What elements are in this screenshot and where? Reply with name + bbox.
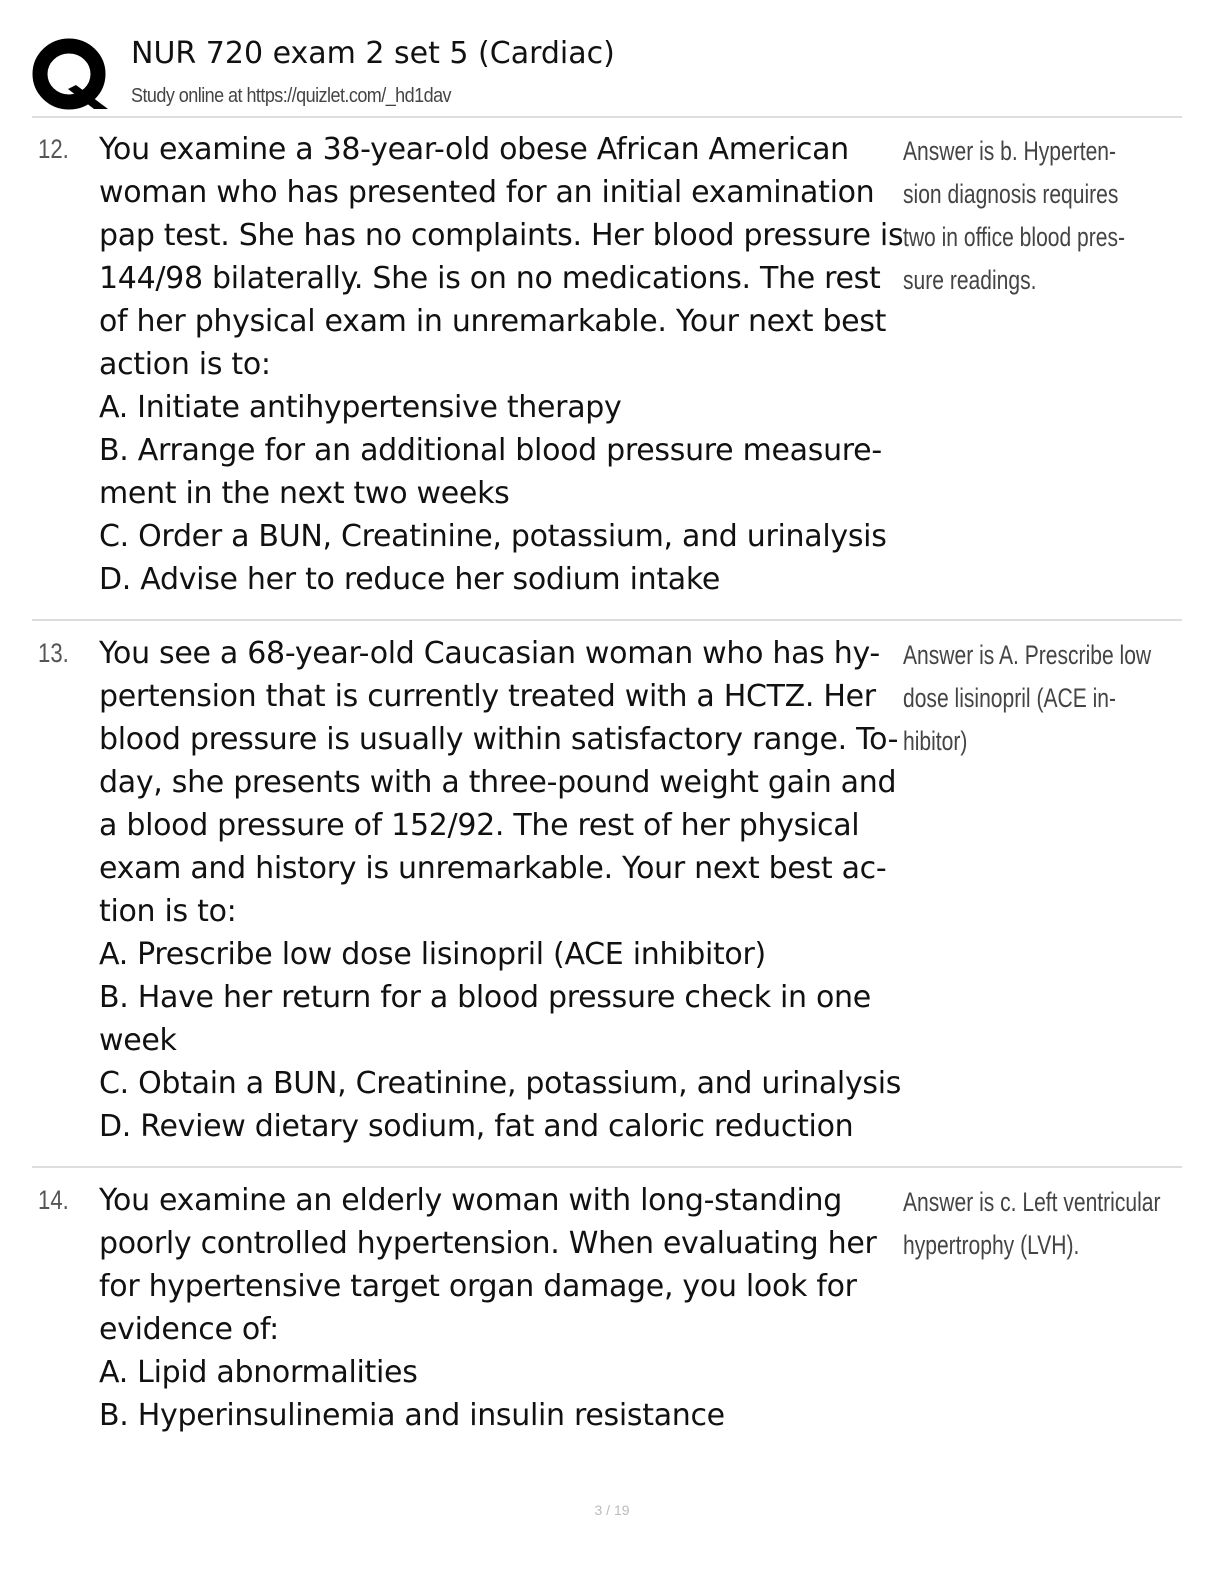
- definition-line: Answer is b. Hyperten-: [903, 136, 1117, 166]
- term-line: blood pressure is usually within satisfactory range. To-: [99, 722, 899, 757]
- term-line: pertension that is currently treated with a HCTZ. Her: [99, 679, 876, 714]
- term-line: A. Lipid abnormalities: [99, 1355, 418, 1390]
- definition-line: Answer is A. Prescribe low: [903, 640, 1152, 670]
- term-line: D. Review dietary sodium, fat and caloric reduction: [99, 1109, 854, 1144]
- card-definition: [903, 130, 1203, 302]
- card-term: [99, 1179, 899, 1437]
- term-line: C. Order a BUN, Creatinine, potassium, and urinalysis: [99, 519, 887, 554]
- card-number: 12.: [38, 134, 69, 164]
- term-line: evidence of:: [99, 1312, 279, 1347]
- term-line: for hypertensive target organ damage, you look for: [99, 1269, 857, 1304]
- term-line: You examine an elderly woman with long-standing: [99, 1183, 842, 1218]
- header-divider: [32, 116, 1182, 118]
- term-line: week: [99, 1023, 177, 1058]
- card-term: [99, 128, 904, 601]
- definition-line: hypertrophy (LVH).: [903, 1230, 1080, 1260]
- quizlet-logo-icon: [32, 37, 110, 111]
- card-term: [99, 632, 902, 1148]
- card-definition: [903, 1181, 1203, 1267]
- term-line: action is to:: [99, 347, 271, 382]
- term-line: A. Initiate antihypertensive therapy: [99, 390, 622, 425]
- term-line: poorly controlled hypertension. When evaluating her: [99, 1226, 877, 1261]
- term-line: a blood pressure of 152/92. The rest of her physical: [99, 808, 860, 843]
- definition-line: hibitor): [903, 726, 968, 756]
- definition-line: sure readings.: [903, 265, 1037, 295]
- term-line: B. Have her return for a blood pressure check in one: [99, 980, 871, 1015]
- card-number: 13.: [38, 638, 69, 668]
- definition-line: Answer is c. Left ventricular: [903, 1187, 1161, 1217]
- term-line: tion is to:: [99, 894, 237, 929]
- card-definition: [903, 634, 1203, 763]
- term-line: D. Advise her to reduce her sodium intake: [99, 562, 721, 597]
- page-number: 3 / 19: [594, 1502, 630, 1518]
- card-divider: [32, 1166, 1182, 1168]
- study-online-link[interactable]: Study online at https://quizlet.com/_hd1dav: [131, 85, 452, 107]
- term-line: exam and history is unremarkable. Your next best ac-: [99, 851, 887, 886]
- definition-line: sion diagnosis requires: [903, 179, 1119, 209]
- definition-line: dose lisinopril (ACE in-: [903, 683, 1117, 713]
- term-line: day, she presents with a three-pound weight gain and: [99, 765, 897, 800]
- term-line: pap test. She has no complaints. Her blood pressure is: [99, 218, 904, 253]
- definition-line: two in office blood pres-: [903, 222, 1126, 252]
- term-line: woman who has presented for an initial examination: [99, 175, 875, 210]
- term-line: B. Arrange for an additional blood pressure measure-: [99, 433, 882, 468]
- card-divider: [32, 619, 1182, 621]
- term-line: You see a 68-year-old Caucasian woman who has hy-: [99, 636, 880, 671]
- term-line: ment in the next two weeks: [99, 476, 510, 511]
- page-title: NUR 720 exam 2 set 5 (Cardiac): [131, 36, 615, 71]
- term-line: of her physical exam in unremarkable. Your next best: [99, 304, 887, 339]
- term-line: A. Prescribe low dose lisinopril (ACE inhibitor): [99, 937, 766, 972]
- term-line: 144/98 bilaterally. She is on no medications. The rest: [99, 261, 881, 296]
- term-line: B. Hyperinsulinemia and insulin resistance: [99, 1398, 725, 1433]
- card-number: 14.: [38, 1185, 69, 1215]
- term-line: C. Obtain a BUN, Creatinine, potassium, and urinalysis: [99, 1066, 902, 1101]
- term-line: You examine a 38-year-old obese African American: [99, 132, 849, 167]
